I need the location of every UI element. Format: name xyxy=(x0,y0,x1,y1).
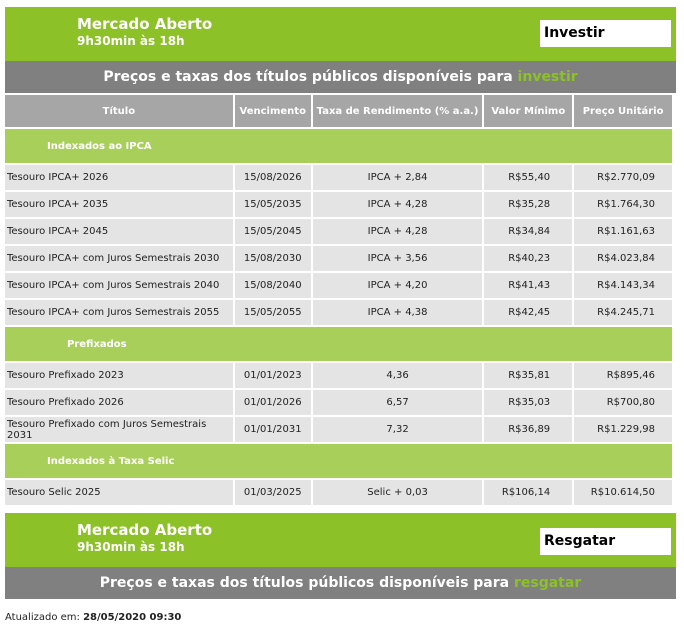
cell-titulo[interactable]: Tesouro IPCA+ 2026 xyxy=(5,165,233,190)
cell-taxa: 6,57 xyxy=(313,390,483,415)
table-row[interactable] xyxy=(5,417,672,442)
cell-vencimento: 15/08/2030 xyxy=(235,246,311,271)
cell-taxa: IPCA + 4,28 xyxy=(313,192,483,217)
header-vencimento[interactable]: Vencimento xyxy=(235,95,311,127)
header-preco-unitario[interactable]: Preço Unitário xyxy=(574,95,672,127)
market-status xyxy=(77,15,212,49)
cell-preco-unitario: R$4.245,71 xyxy=(574,300,672,325)
updated-label: Atualizado em: xyxy=(5,612,80,623)
cell-taxa: 4,36 xyxy=(313,363,483,388)
market-hours: 9h30min às 18h xyxy=(77,540,185,554)
cell-taxa: Selic + 0,03 xyxy=(313,480,483,505)
cell-vencimento: 01/01/2023 xyxy=(235,363,311,388)
cell-valor-minimo: R$36,89 xyxy=(484,417,572,442)
cell-preco-unitario: R$4.023,84 xyxy=(574,246,672,271)
invest-prices-title xyxy=(5,61,676,93)
table-row[interactable] xyxy=(5,273,672,298)
redeem-button[interactable]: Resgatar xyxy=(540,528,671,555)
cell-vencimento: 01/01/2031 xyxy=(235,417,311,442)
cell-vencimento: 15/05/2035 xyxy=(235,192,311,217)
section-row xyxy=(5,129,672,163)
cell-titulo[interactable]: Tesouro IPCA+ 2045 xyxy=(5,219,233,244)
table-row[interactable] xyxy=(5,300,672,325)
market-status-title: Mercado Aberto xyxy=(77,15,213,33)
redeem-prices-title xyxy=(5,567,676,599)
section-label: Indexados ao IPCA xyxy=(5,129,672,163)
cell-titulo[interactable]: Tesouro Prefixado com Juros Semestrais 2031 xyxy=(5,417,233,442)
cell-valor-minimo: R$40,23 xyxy=(484,246,572,271)
cell-valor-minimo: R$41,43 xyxy=(484,273,572,298)
cell-taxa: IPCA + 4,28 xyxy=(313,219,483,244)
cell-titulo[interactable]: Tesouro IPCA+ com Juros Semestrais 2030 xyxy=(5,246,233,271)
cell-titulo[interactable]: Tesouro IPCA+ com Juros Semestrais 2040 xyxy=(5,273,233,298)
cell-valor-minimo: R$55,40 xyxy=(484,165,572,190)
cell-vencimento: 01/01/2026 xyxy=(235,390,311,415)
table-row[interactable] xyxy=(5,165,672,190)
redeem-market-banner xyxy=(5,513,676,567)
invest-market-banner xyxy=(5,7,676,61)
cell-vencimento: 15/08/2026 xyxy=(235,165,311,190)
cell-taxa: IPCA + 3,56 xyxy=(313,246,483,271)
invest-title-prefix: Preços e taxas dos títulos públicos disponíveis para xyxy=(103,69,513,85)
invest-button[interactable]: Investir xyxy=(540,20,671,47)
cell-taxa: IPCA + 4,20 xyxy=(313,273,483,298)
cell-vencimento: 15/08/2040 xyxy=(235,273,311,298)
table-row[interactable] xyxy=(5,390,672,415)
market-status-title: Mercado Aberto xyxy=(77,521,213,539)
cell-preco-unitario: R$4.143,34 xyxy=(574,273,672,298)
table-row[interactable] xyxy=(5,480,672,505)
cell-titulo[interactable]: Tesouro IPCA+ com Juros Semestrais 2055 xyxy=(5,300,233,325)
table-row[interactable] xyxy=(5,219,672,244)
cell-vencimento: 15/05/2045 xyxy=(235,219,311,244)
header-taxa[interactable]: Taxa de Rendimento (% a.a.) xyxy=(313,95,483,127)
section-label: Prefixados xyxy=(5,327,672,361)
cell-preco-unitario: R$1.161,63 xyxy=(574,219,672,244)
updated-value: 28/05/2020 09:30 xyxy=(83,612,182,623)
header-valor-minimo[interactable]: Valor Mínimo xyxy=(484,95,572,127)
cell-valor-minimo: R$106,14 xyxy=(484,480,572,505)
section-row xyxy=(5,444,672,478)
cell-valor-minimo: R$42,45 xyxy=(484,300,572,325)
cell-vencimento: 01/03/2025 xyxy=(235,480,311,505)
section-row xyxy=(5,327,672,361)
cell-taxa: IPCA + 2,84 xyxy=(313,165,483,190)
table-row[interactable] xyxy=(5,192,672,217)
cell-preco-unitario: R$2.770,09 xyxy=(574,165,672,190)
market-status xyxy=(77,521,212,555)
cell-titulo[interactable]: Tesouro Prefixado 2026 xyxy=(5,390,233,415)
cell-valor-minimo: R$34,84 xyxy=(484,219,572,244)
table-header-row xyxy=(5,95,672,127)
cell-titulo[interactable]: Tesouro IPCA+ 2035 xyxy=(5,192,233,217)
redeem-title-prefix: Preços e taxas dos títulos públicos disponíveis para xyxy=(99,575,510,591)
market-hours: 9h30min às 18h xyxy=(77,34,185,48)
cell-preco-unitario: R$1.229,98 xyxy=(574,417,672,442)
cell-titulo[interactable]: Tesouro Prefixado 2023 xyxy=(5,363,233,388)
cell-taxa: 7,32 xyxy=(313,417,483,442)
header-titulo[interactable]: Título xyxy=(5,95,233,127)
cell-valor-minimo: R$35,03 xyxy=(484,390,572,415)
cell-valor-minimo: R$35,81 xyxy=(484,363,572,388)
cell-preco-unitario: R$10.614,50 xyxy=(574,480,672,505)
cell-preco-unitario: R$1.764,30 xyxy=(574,192,672,217)
table-row[interactable] xyxy=(5,246,672,271)
cell-preco-unitario: R$700,80 xyxy=(574,390,672,415)
cell-titulo[interactable]: Tesouro Selic 2025 xyxy=(5,480,233,505)
bonds-table xyxy=(3,93,674,507)
cell-preco-unitario: R$895,46 xyxy=(574,363,672,388)
invest-title-highlight[interactable]: investir xyxy=(517,69,578,85)
section-label: Indexados à Taxa Selic xyxy=(5,444,672,478)
updated-timestamp xyxy=(5,612,181,623)
cell-valor-minimo: R$35,28 xyxy=(484,192,572,217)
cell-vencimento: 15/05/2055 xyxy=(235,300,311,325)
cell-taxa: IPCA + 4,38 xyxy=(313,300,483,325)
table-row[interactable] xyxy=(5,363,672,388)
redeem-title-highlight[interactable]: resgatar xyxy=(513,575,582,591)
